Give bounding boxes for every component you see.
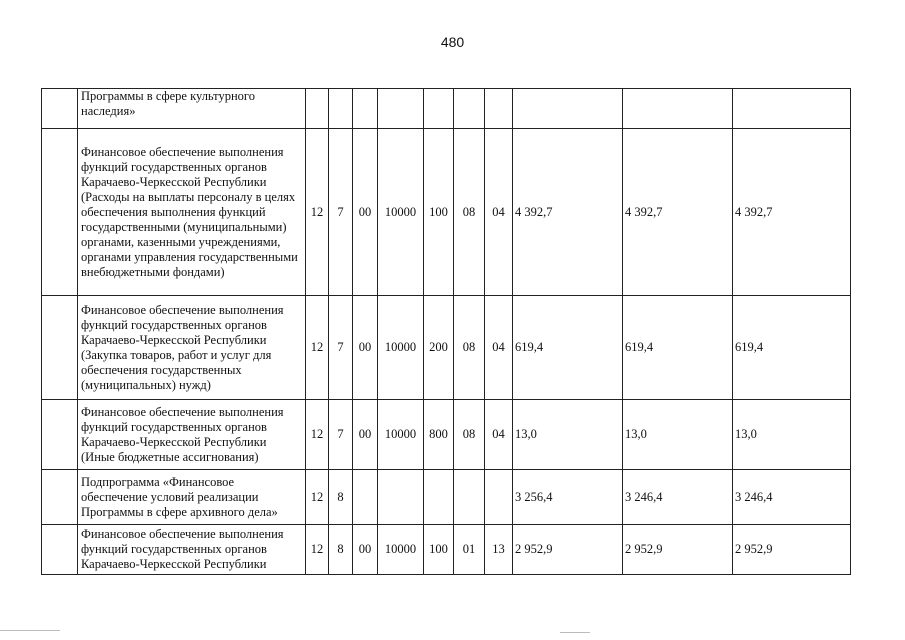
code-cell: 04 (485, 129, 513, 296)
table-row (42, 296, 851, 400)
code-cell: 12 (306, 400, 329, 470)
code-cell (306, 89, 329, 129)
code-cell: 01 (454, 525, 485, 575)
table-row (42, 470, 851, 525)
amount-cell: 2 952,9 (513, 525, 623, 575)
code-cell: 8 (329, 470, 353, 525)
code-cell (454, 470, 485, 525)
code-cell (424, 89, 454, 129)
code-cell (485, 89, 513, 129)
table-row (42, 129, 851, 296)
code-cell (353, 470, 378, 525)
code-cell: 12 (306, 525, 329, 575)
row-marker-cell (42, 129, 78, 296)
code-cell: 00 (353, 400, 378, 470)
code-cell: 7 (329, 296, 353, 400)
amount-cell: 13,0 (623, 400, 733, 470)
code-cell: 200 (424, 296, 454, 400)
code-cell: 7 (329, 129, 353, 296)
amount-cell: 619,4 (623, 296, 733, 400)
row-marker-cell (42, 470, 78, 525)
row-description: Финансовое обеспечение выполнения функций государственных органов Карачаево-Черкесской Республики (Иные бюджетные ассигнования) (78, 400, 306, 470)
code-cell: 800 (424, 400, 454, 470)
table-row (42, 525, 851, 575)
row-marker-cell (42, 89, 78, 129)
code-cell: 08 (454, 296, 485, 400)
row-marker-cell (42, 296, 78, 400)
code-cell (424, 470, 454, 525)
code-cell: 13 (485, 525, 513, 575)
code-cell: 12 (306, 470, 329, 525)
page-number: 480 (440, 34, 465, 50)
amount-cell: 3 256,4 (513, 470, 623, 525)
scan-artifact-line (560, 632, 590, 633)
code-cell: 10000 (378, 129, 424, 296)
code-cell: 10000 (378, 400, 424, 470)
amount-cell (733, 89, 851, 129)
code-cell (329, 89, 353, 129)
amount-cell: 619,4 (513, 296, 623, 400)
code-cell (454, 89, 485, 129)
code-cell: 08 (454, 400, 485, 470)
row-marker-cell (42, 400, 78, 470)
code-cell: 10000 (378, 296, 424, 400)
amount-cell: 4 392,7 (733, 129, 851, 296)
code-cell: 100 (424, 129, 454, 296)
budget-table (41, 88, 851, 575)
code-cell: 00 (353, 296, 378, 400)
code-cell: 00 (353, 525, 378, 575)
amount-cell: 2 952,9 (733, 525, 851, 575)
row-description: Подпрограмма «Финансовое обеспечение условий реализации Программы в сфере архивного дела» (78, 470, 306, 525)
row-description: Финансовое обеспечение выполнения функций государственных органов Карачаево-Черкесской Республики (78, 525, 306, 575)
row-description: Финансовое обеспечение выполнения функций государственных органов Карачаево-Черкесской Республики (Расходы на выплаты персоналу в целях обеспечения выполнения функций государственными (муниципальными) органами, казенными учреждениями, органами управления государственными внебюджетными фондами) (78, 129, 306, 296)
row-description: Программы в сфере культурного наследия» (78, 89, 306, 129)
amount-cell (513, 89, 623, 129)
code-cell: 100 (424, 525, 454, 575)
code-cell: 08 (454, 129, 485, 296)
code-cell: 12 (306, 296, 329, 400)
amount-cell: 619,4 (733, 296, 851, 400)
code-cell: 12 (306, 129, 329, 296)
amount-cell: 13,0 (513, 400, 623, 470)
code-cell: 00 (353, 129, 378, 296)
amount-cell: 13,0 (733, 400, 851, 470)
table-row (42, 400, 851, 470)
amount-cell: 3 246,4 (623, 470, 733, 525)
amount-cell: 4 392,7 (623, 129, 733, 296)
row-description: Финансовое обеспечение выполнения функций государственных органов Карачаево-Черкесской Республики (Закупка товаров, работ и услуг для обеспечения государственных (муниципальных) нужд) (78, 296, 306, 400)
amount-cell: 2 952,9 (623, 525, 733, 575)
code-cell: 7 (329, 400, 353, 470)
code-cell (353, 89, 378, 129)
scan-artifact-line (0, 630, 60, 631)
amount-cell: 3 246,4 (733, 470, 851, 525)
code-cell (485, 470, 513, 525)
code-cell: 04 (485, 400, 513, 470)
table-row (42, 89, 851, 129)
code-cell: 10000 (378, 525, 424, 575)
code-cell: 8 (329, 525, 353, 575)
amount-cell (623, 89, 733, 129)
code-cell: 04 (485, 296, 513, 400)
code-cell (378, 89, 424, 129)
amount-cell: 4 392,7 (513, 129, 623, 296)
row-marker-cell (42, 525, 78, 575)
code-cell (378, 470, 424, 525)
